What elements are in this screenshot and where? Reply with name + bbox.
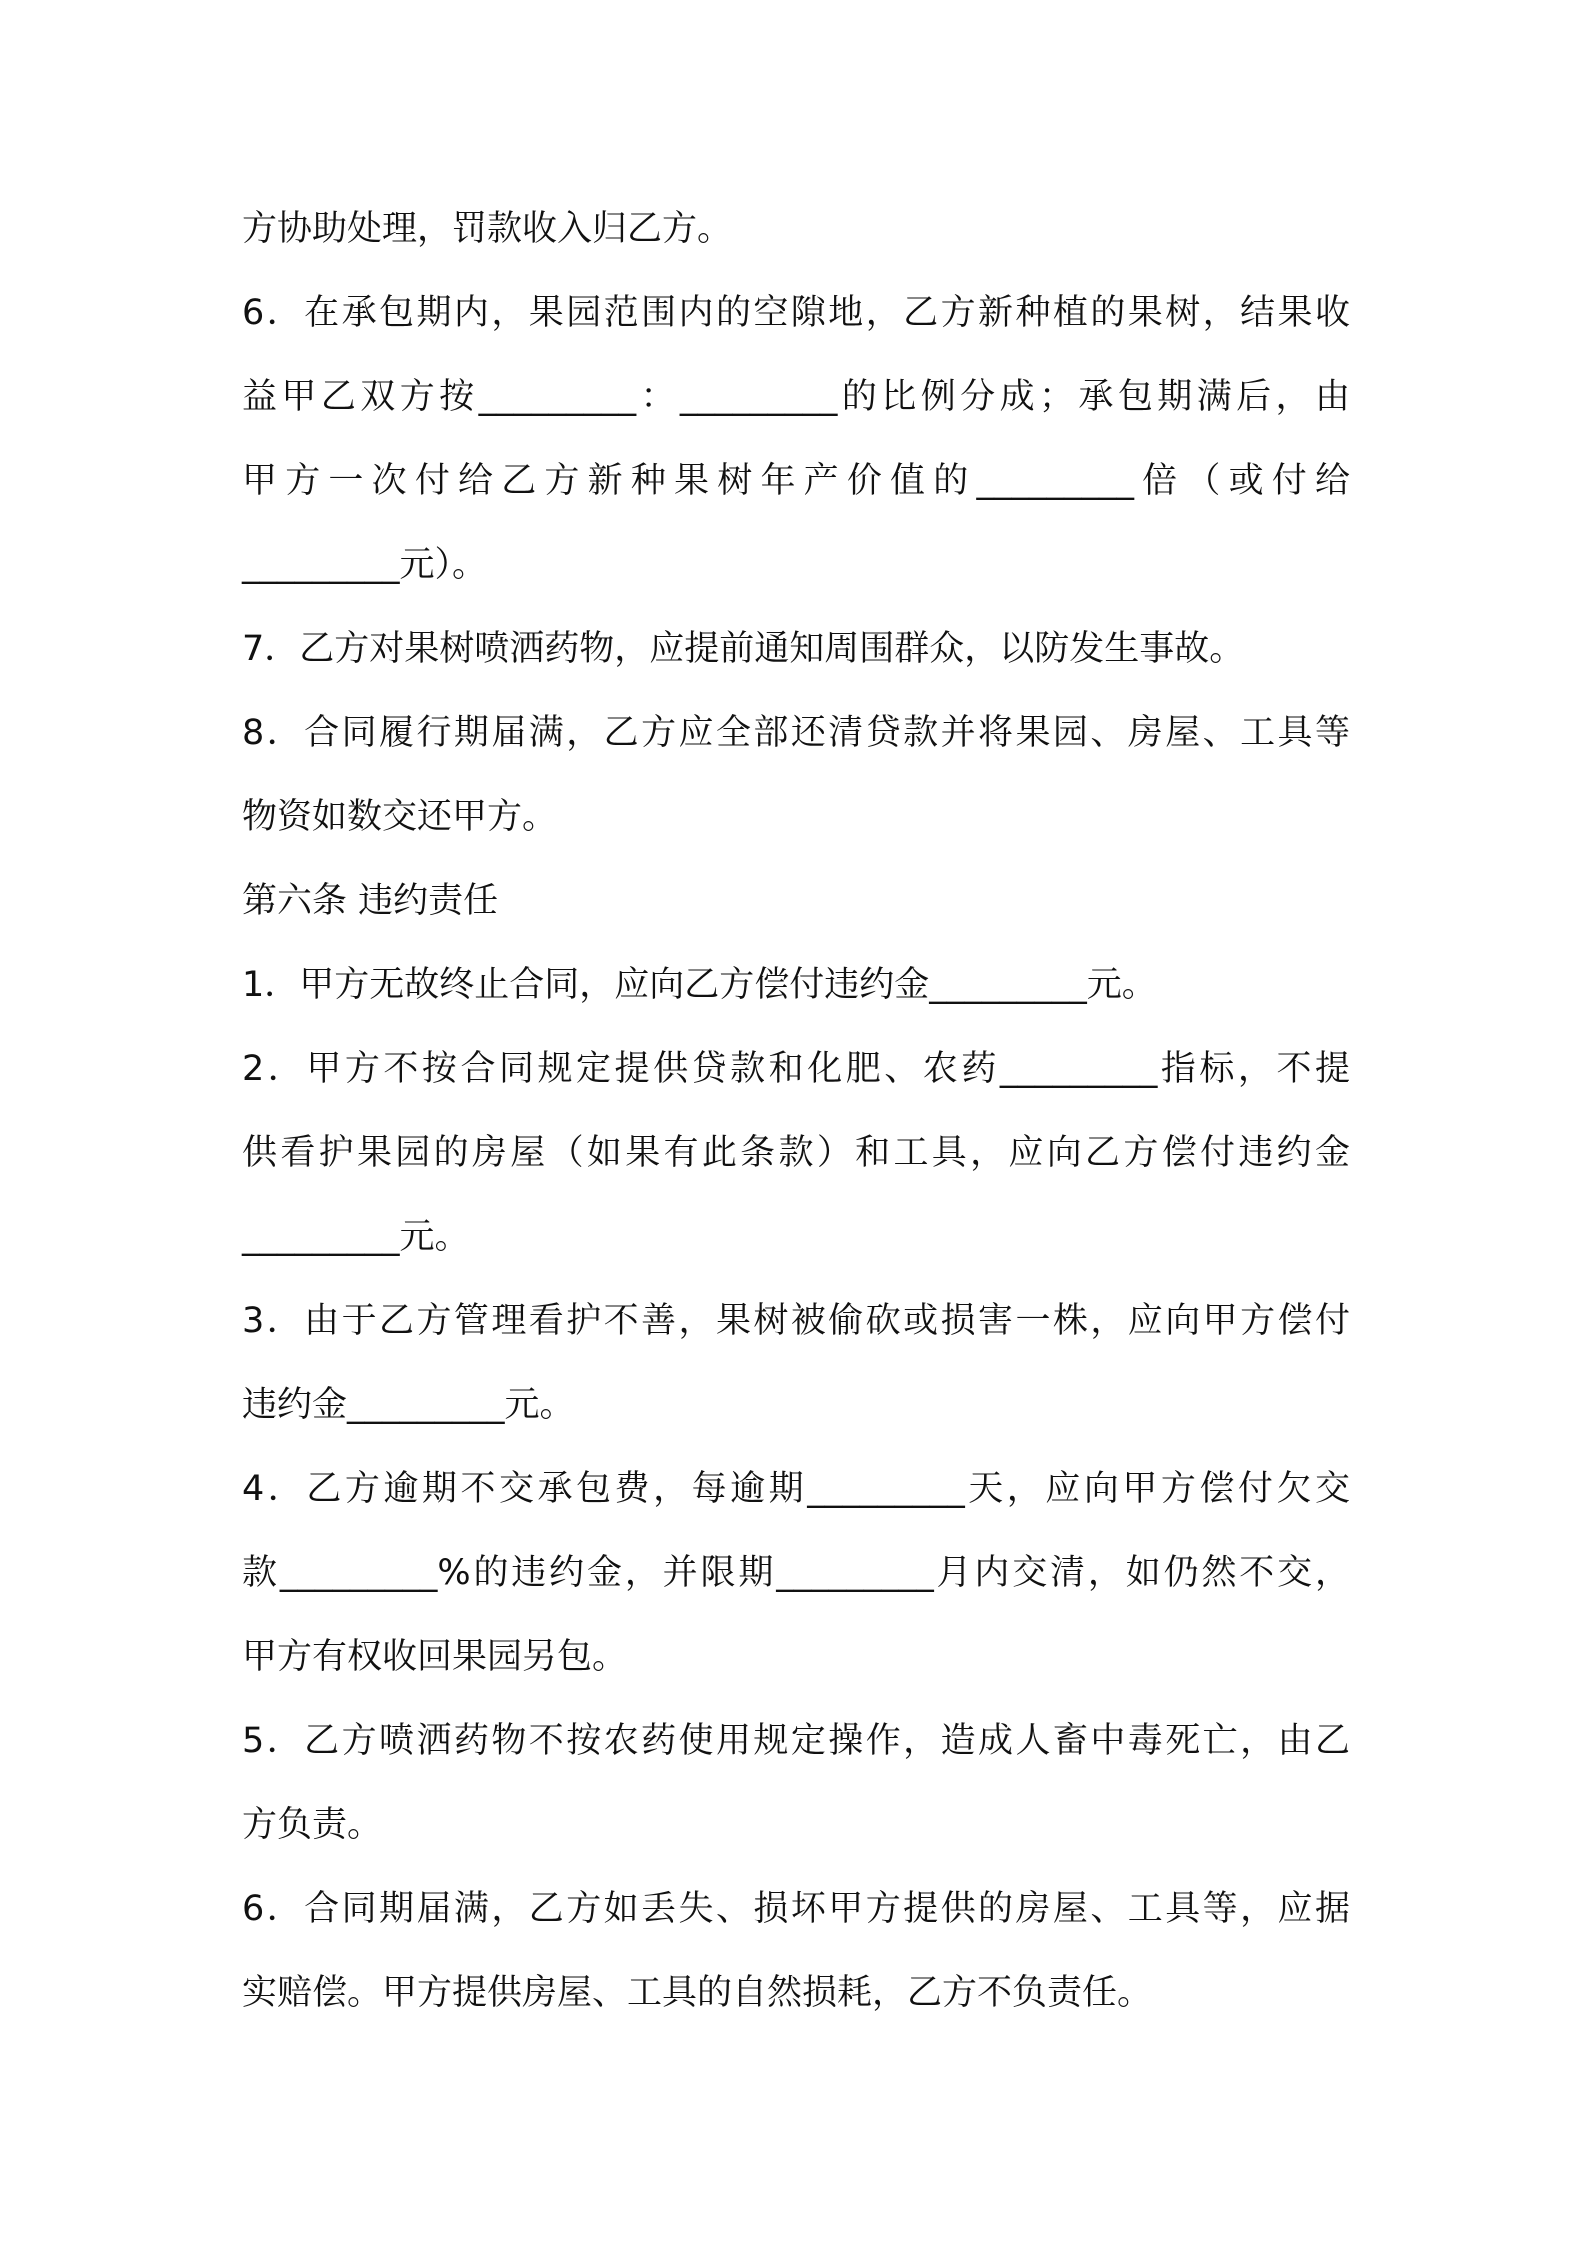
text-line: 方协助处理，罚款收入归乙方。	[242, 209, 733, 249]
section-heading: 第六条 违约责任	[242, 881, 499, 921]
text-line: 方负责。	[242, 1805, 383, 1845]
text-line: 2．甲方不按合同规定提供贷款和化肥、农药_________指标，不提	[242, 1049, 1350, 1089]
text-line: 6．在承包期内，果园范围内的空隙地，乙方新种植的果树，结果收	[242, 293, 1350, 333]
text-line: 供看护果园的房屋（如果有此条款）和工具，应向乙方偿付违约金	[242, 1133, 1350, 1173]
text-line: 6．合同期届满，乙方如丢失、损坏甲方提供的房屋、工具等，应据	[242, 1889, 1350, 1929]
text-line: 5．乙方喷洒药物不按农药使用规定操作，造成人畜中毒死亡，由乙	[242, 1721, 1350, 1761]
text-line: 款_________%的违约金，并限期_________月内交清，如仍然不交，	[242, 1553, 1350, 1593]
text-line: _________元。	[242, 1217, 470, 1257]
text-line: 益甲乙双方按_________：_________的比例分成；承包期满后，由	[242, 377, 1350, 417]
text-line: _________元）。	[242, 545, 488, 585]
text-line: 4．乙方逾期不交承包费，每逾期_________天，应向甲方偿付欠交	[242, 1469, 1350, 1509]
text-line: 实赔偿。甲方提供房屋、工具的自然损耗，乙方不负责任。	[242, 1973, 1153, 2013]
text-line: 甲方一次付给乙方新种果树年产价值的_________倍（或付给	[242, 461, 1350, 501]
text-line: 违约金_________元。	[242, 1385, 575, 1425]
text-line: 物资如数交还甲方。	[242, 797, 558, 837]
text-line: 3．由于乙方管理看护不善，果树被偷砍或损害一株，应向甲方偿付	[242, 1301, 1350, 1341]
text-line: 1．甲方无故终止合同，应向乙方偿付违约金_________元。	[242, 965, 1157, 1005]
text-line: 甲方有权收回果园另包。	[242, 1637, 628, 1677]
text-line: 7．乙方对果树喷洒药物，应提前通知周围群众，以防发生事故。	[242, 629, 1245, 669]
text-line: 8．合同履行期届满，乙方应全部还清贷款并将果园、房屋、工具等	[242, 713, 1350, 753]
